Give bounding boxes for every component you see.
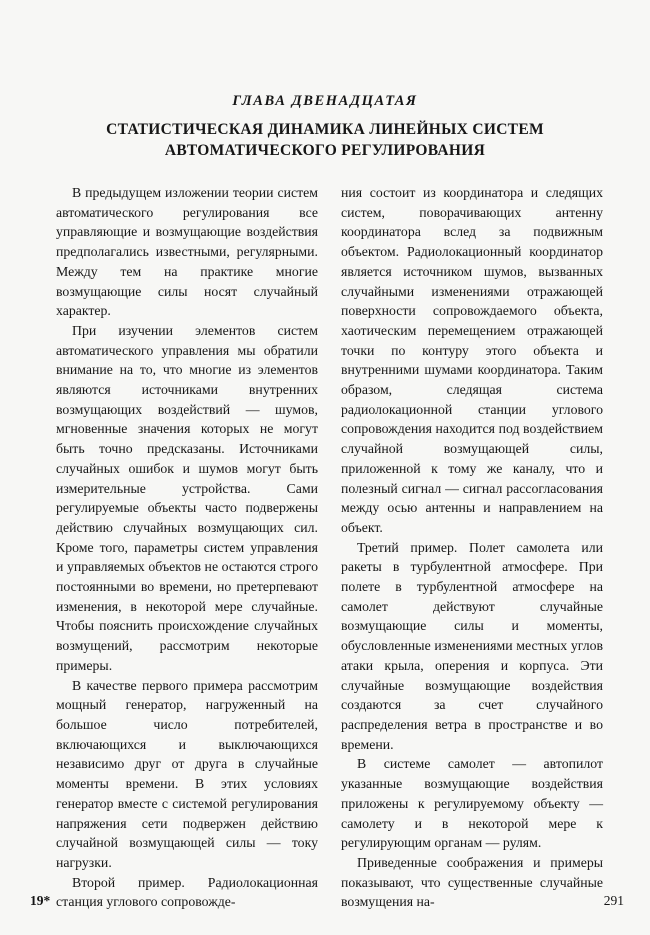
right-column [341, 183, 603, 912]
paragraph-second-example-start: Второй пример. Радиолокационная станция углового сопровожде- [56, 874, 318, 910]
paragraph-conclusion-start: Приведенные соображения и примеры показывают, что существенные случайные возмущения на- [341, 854, 603, 910]
paragraph-third-example: Третий пример. Полет самолета или ракеты в турбулентной атмосфере. При полете в турбулентной атмосфере на самолет действуют случайные возмущающие силы и моменты, обусловленные изменениями местных углов атаки крыла, оперения и корпуса. Эти случайные возмущающие воздействия создаются за счет случайного распределения ветра в пространстве и во времени. [341, 539, 603, 752]
paragraph-second-example-continued: ния состоит из координатора и следящих систем, поворачивающих антенну координатора вслед за подвижным объектом. Радиолокационный координатор является источником шумов, вызванных случайными изменениями отражающей поверхности сопровождаемого объекта, хаотическим перемещением отражающей точки по контуру этого объекта и внутренними шумами координатора. Таким образом, следящая система радиолокационной станции углового сопровождения находится под воздействием случайной возмущающей силы, приложенной к тому же каналу, что и полезный сигнал — сигнал рассогласования между осью антенны и направлением на объект. [341, 185, 603, 535]
chapter-title-line-2: АВТОМАТИЧЕСКОГО РЕГУЛИРОВАНИЯ [164, 142, 486, 159]
paragraph-first-example: В качестве первого примера рассмотрим мощный генератор, нагруженный на большое число потребителей, включающихся и выключающихся независимо друг от друга в случайные моменты времени. В этих условиях генератор вместе с системой регулирования напряжения сети подвержен действию случайной возмущающей силы — току нагрузки. [56, 677, 318, 870]
paragraph-noise-sources: При изучении элементов систем автоматического управления мы обратили внимание на то, что многие из элементов являются источниками внутренних возмущающих воздействий — шумов, мгновенные значения которых не могут быть точно предсказаны. Источниками случайных ошибок и шумов могут быть измерительные устройства. Сами регулируемые объекты часто подвержены действию случайных возмущающих сил. Кроме того, параметры систем управления и управляемых объектов не остаются строго постоянными во времени, но претерпевают изменения, в некоторой мере случайные. Чтобы пояснить происхождение случайных возмущений, рассмотрим некоторые примеры. [56, 322, 318, 673]
footer-signature-mark: 19* [30, 893, 51, 908]
chapter-title [0, 119, 650, 161]
paragraph-autopilot-system: В системе самолет — автопилот указанные возмущающие воздействия приложены к регулируемому объекту — самолету и в некоторой мере к регулирующим органам — рулям. [341, 756, 603, 851]
paragraph-intro: В предыдущем изложении теории систем автоматического регулирования все управляющие и возмущающие воздействия предполагались известными, регулярными. Между тем на практике многие возмущающие силы носят случайный характер. [56, 185, 318, 319]
chapter-title-line-1: СТАТИСТИЧЕСКАЯ ДИНАМИКА ЛИНЕЙНЫХ СИСТЕМ [106, 121, 544, 138]
chapter-label: ГЛАВА ДВЕНАДЦАТАЯ [232, 93, 418, 109]
left-column [56, 183, 318, 912]
page-number: 291 [603, 893, 624, 908]
